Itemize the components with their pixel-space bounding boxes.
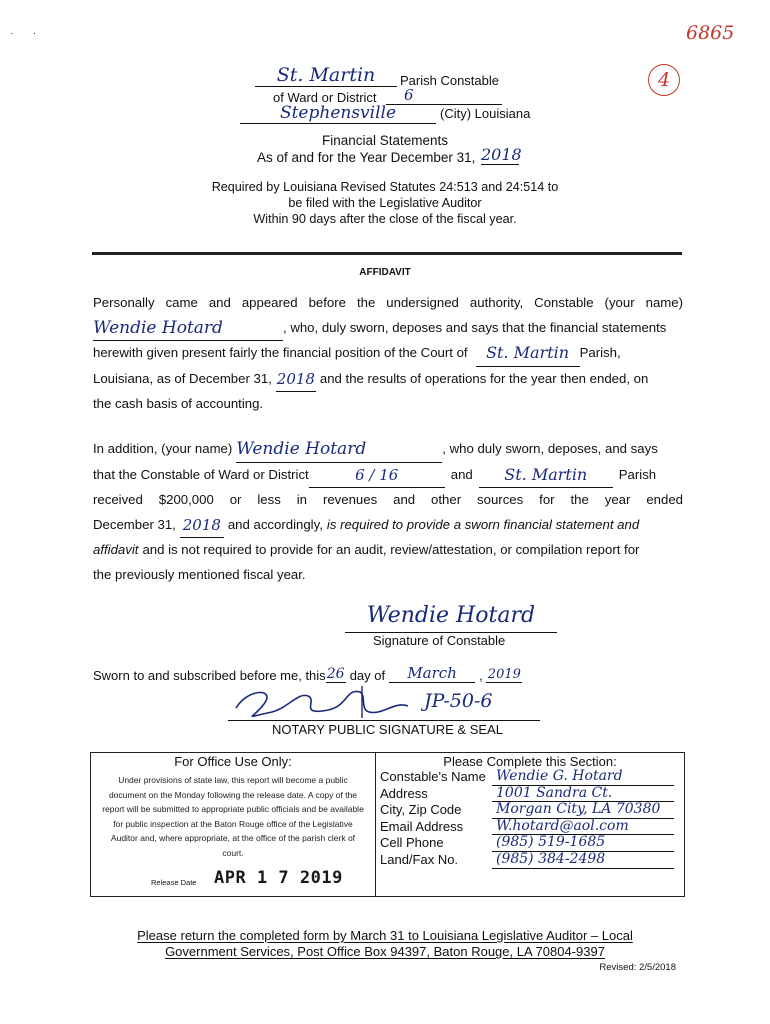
aff-text: In addition, (your name) [93, 441, 233, 456]
affidavit-paragraph-2 [93, 437, 683, 587]
contact-row [380, 835, 680, 852]
constable-signature: Wendie Hotard [366, 603, 536, 628]
parish-underline [255, 64, 397, 88]
sworn-line: Sworn to and subscribed before me, this 26 day of March , 2019 [93, 664, 521, 683]
aff-text: that the Constable of Ward or District [93, 466, 309, 482]
aff-line [93, 538, 683, 563]
fs-year: 2018 [481, 145, 522, 164]
aff-text: and accordingly, [227, 516, 323, 532]
revised-date: Revised: 2/5/2018 [599, 962, 676, 973]
aff-line [93, 341, 683, 367]
office-use-section [91, 753, 375, 896]
sworn-year-value: 2019 [487, 667, 521, 682]
contact-label: City, Zip Code [380, 802, 462, 818]
contact-label: Cell Phone [380, 835, 444, 851]
aff-line [93, 437, 683, 463]
court-name: St. Martin [476, 341, 580, 367]
ward-label: of Ward or District [273, 90, 377, 105]
aff-line [93, 513, 683, 539]
aff-line: the previously mentioned fiscal year. [93, 566, 306, 582]
aff-year-2: 2018 [180, 513, 224, 539]
aff-text-italic: affidavit [93, 542, 139, 557]
constable-name-2: Wendie Hotard [236, 437, 442, 463]
fs-title: Financial Statements [321, 133, 449, 148]
aff-text: , who duly sworn, deposes, and says [442, 441, 658, 456]
parish-constable-label: Parish Constable [400, 73, 499, 88]
contact-row [380, 819, 680, 836]
aff-text: Parish [618, 466, 657, 482]
circled-number: 4 [648, 64, 680, 96]
aff-text-italic: is required to provide a sworn financial statement and [326, 516, 640, 532]
affidavit-paragraph-1 [93, 291, 683, 417]
office-use-text: Under provisions of state law, this report will become a public document on the Monday following the release date. A copy of the report will be submitted to appropriate public officials and be available for public inspection at the Baton Rouge office of the Legislative Auditor and, where appropriate, at the office of the parish clerk of court. [102, 775, 364, 858]
contact-label: Address [380, 785, 428, 801]
fs-year-label: As of and for the Year December 31, [257, 150, 476, 165]
contact-label: Land/Fax No. [380, 851, 459, 867]
notary-label: NOTARY PUBLIC SIGNATURE & SEAL [272, 722, 503, 737]
aff-text: and the results of operations for the year then ended, on [319, 370, 649, 386]
parish-2: St. Martin [479, 463, 613, 489]
footer-text-1: Please return the completed form by March 31 to Louisiana Legislative Auditor – Local [137, 928, 633, 943]
box-divider [375, 753, 376, 896]
contact-value: (985) 519-1685 [492, 834, 674, 852]
contact-section [380, 753, 680, 869]
aff-line: received $200,000 or less in revenues and other sources for the year ended [93, 492, 683, 507]
sworn-month: March [389, 664, 475, 683]
sworn-year [486, 666, 522, 683]
aff-line: Personally came and appeared before the undersigned authority, Constable (your name) [93, 295, 683, 310]
contact-row [380, 852, 680, 869]
contact-value: Wendie G. Hotard [492, 768, 674, 786]
office-contact-box [90, 752, 685, 897]
sworn-text: Sworn to and subscribed before me, this [93, 668, 326, 683]
ward-value: 6 [386, 86, 502, 105]
aff-line [93, 463, 683, 489]
office-use-title: For Office Use Only: [174, 754, 292, 769]
sworn-text: day of [349, 668, 386, 683]
notary-id: JP-50-6 [424, 690, 493, 712]
scan-speck: · · [10, 28, 37, 39]
footer-line-2 [0, 944, 770, 959]
aff-text: Louisiana, as of December 31, [93, 370, 272, 386]
aff-text: Parish, [579, 345, 621, 360]
parish-name: St. Martin [255, 64, 397, 87]
contact-value: Morgan City, LA 70380 [492, 801, 674, 819]
contact-value: 1001 Sandra Ct. [492, 785, 674, 803]
requirement-line-2: be filed with the Legislative Auditor [288, 196, 482, 210]
notary-signature-line [228, 682, 540, 721]
signature-label: Signature of Constable [373, 633, 506, 648]
city-name: Stephensville [240, 104, 436, 124]
requirement-line-3: Within 90 days after the close of the fiscal year. [253, 212, 517, 226]
contact-label: Email Address [380, 818, 464, 834]
sworn-day: 26 [326, 666, 345, 682]
aff-text: and is not required to provide for an audit, review/attestation, or compilation report for [142, 542, 640, 557]
contact-row [380, 786, 680, 803]
aff-text: December 31, [93, 516, 176, 532]
aff-line [93, 316, 683, 342]
aff-text: , who, duly sworn, deposes and says that the financial statements [283, 319, 667, 335]
footer-text-2: Government Services, Post Office Box 94397, Baton Rouge, LA 70804-9397 [165, 944, 605, 959]
release-date-stamp: APR 1 7 2019 [214, 868, 343, 888]
ward-district: 6 / 16 [309, 463, 445, 489]
contact-row [380, 802, 680, 819]
constable-signature-line [345, 600, 557, 633]
footer-line-1 [0, 928, 770, 943]
section-divider [92, 252, 682, 255]
page-number-handwritten: 6865 [686, 22, 735, 44]
release-date-label: Release Date [151, 878, 197, 887]
contact-value: (985) 384-2498 [492, 851, 674, 869]
constable-name: Wendie Hotard [93, 316, 283, 342]
requirement-line-1: Required by Louisiana Revised Statutes 24:513 and 24:514 to [211, 180, 559, 194]
aff-line [93, 367, 683, 393]
aff-year: 2018 [276, 367, 316, 393]
contact-label: Constable's Name [380, 769, 486, 784]
contact-title: Please Complete this Section: [443, 754, 617, 769]
contact-row [380, 769, 680, 786]
aff-text: herewith given present fairly the financial position of the Court of [93, 345, 468, 360]
city-label: (City) Louisiana [440, 106, 531, 121]
affidavit-title: AFFIDAVIT [359, 267, 411, 278]
contact-value: W.hotard@aol.com [492, 818, 674, 836]
notary-signature-scribble [228, 682, 428, 720]
contact-rows [380, 769, 680, 869]
aff-text: and [450, 466, 473, 482]
aff-line: the cash basis of accounting. [93, 396, 264, 411]
